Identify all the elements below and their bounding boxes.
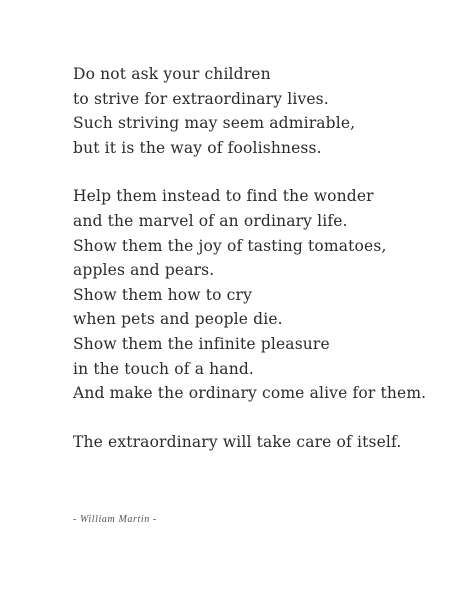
poem-line: and the marvel of an ordinary life. xyxy=(73,211,348,230)
stanza-3 xyxy=(73,430,463,455)
poem-line: but it is the way of foolishness. xyxy=(73,138,322,157)
poem-line: in the touch of a hand. xyxy=(73,359,254,378)
poem-line: And make the ordinary come alive for them. xyxy=(73,384,427,403)
poem-line: Such striving may seem admirable, xyxy=(73,114,356,133)
stanza-divider xyxy=(73,160,463,184)
stanza-2 xyxy=(73,184,463,405)
attribution: - William Martin - xyxy=(73,514,157,525)
poem xyxy=(73,62,463,454)
poem-line: when pets and people die. xyxy=(73,310,283,329)
poem-line: Show them the infinite pleasure xyxy=(73,334,330,353)
poem-line: The extraordinary will take care of itself. xyxy=(73,432,402,451)
poem-line: Help them instead to find the wonder xyxy=(73,187,374,206)
stanza-1 xyxy=(73,62,463,160)
poem-line: Show them how to cry xyxy=(73,285,252,304)
poem-line: Show them the joy of tasting tomatoes, xyxy=(73,236,387,255)
poem-line: to strive for extraordinary lives. xyxy=(73,89,329,108)
poem-line: apples and pears. xyxy=(73,261,215,280)
stanza-divider xyxy=(73,406,463,430)
poem-line: Do not ask your children xyxy=(73,65,271,83)
